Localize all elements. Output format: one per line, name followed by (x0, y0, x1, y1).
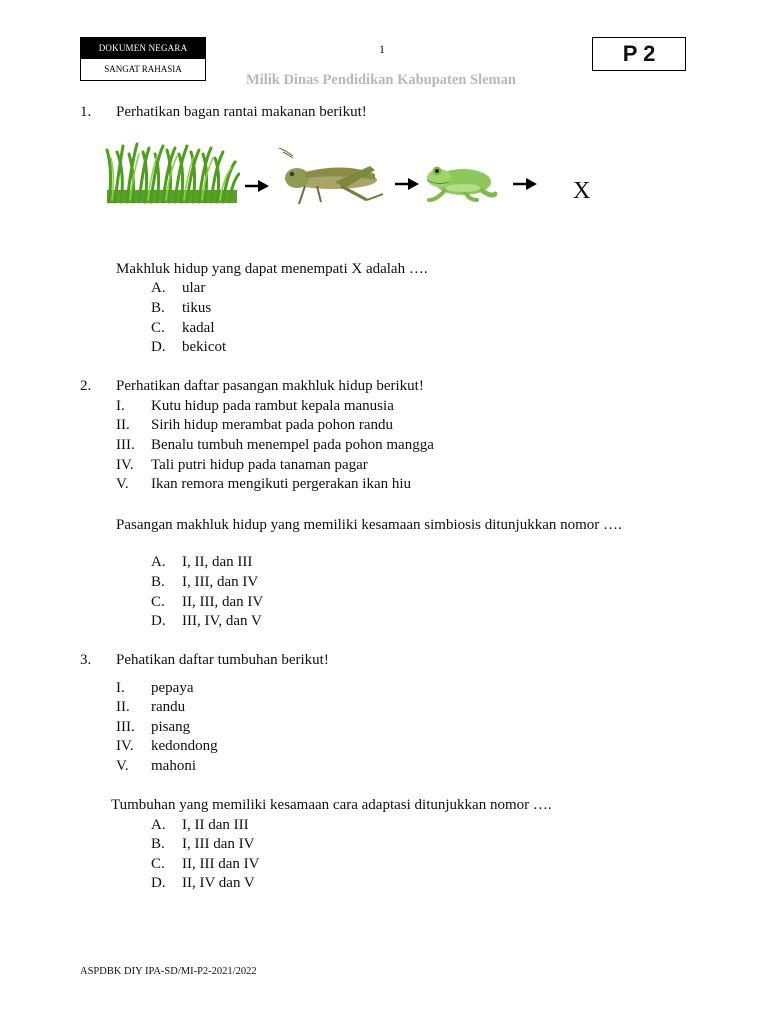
document-classification-box (80, 37, 206, 81)
q2-item-text: Kutu hidup pada rambut kepala manusia (151, 398, 394, 414)
q3-item-roman: IV. (116, 738, 134, 754)
q2-item-text: Benalu tumbuh menempel pada pohon mangga (151, 437, 434, 453)
q1-option-letter: D. (151, 339, 166, 355)
q3-option-letter: D. (151, 875, 166, 891)
grass-image (105, 140, 240, 205)
q2-option-text: I, II, dan III (182, 554, 253, 570)
q3-item-roman: II. (116, 699, 130, 715)
q1-option-text: bekicot (182, 339, 227, 355)
food-chain-diagram (105, 140, 625, 220)
q3-question: Tumbuhan yang memiliki kesamaan cara adaptasi ditunjukkan nomor …. (111, 797, 552, 813)
page-number: 1 (379, 42, 385, 56)
grasshopper-image (275, 148, 390, 210)
q1-option-letter: C. (151, 320, 165, 336)
q3-option-text: II, III dan IV (182, 856, 260, 872)
q3-instruction: Pehatikan daftar tumbuhan berikut! (116, 652, 329, 668)
q2-item-roman: V. (116, 476, 129, 492)
q2-option-letter: A. (151, 554, 166, 570)
q1-question: Makhluk hidup yang dapat menempati X adalah …. (116, 261, 428, 277)
q1-option-letter: B. (151, 300, 165, 316)
q3-item-roman: I. (116, 680, 125, 696)
q3-item-text: pepaya (151, 680, 194, 696)
q3-option-letter: B. (151, 836, 165, 852)
q2-item-roman: IV. (116, 457, 134, 473)
q2-item-text: Ikan remora mengikuti pergerakan ikan hiu (151, 476, 412, 492)
q2-item-text: Tali putri hidup pada tanaman pagar (151, 457, 368, 473)
q3-item-text: mahoni (151, 758, 196, 774)
q3-item-text: pisang (151, 719, 191, 735)
q3-option-letter: C. (151, 856, 165, 872)
q3-item-roman: V. (116, 758, 129, 774)
q2-option-letter: C. (151, 594, 165, 610)
q2-number: 2. (80, 378, 92, 394)
q3-option-text: I, II dan III (182, 817, 249, 833)
q3-option-text: II, IV dan V (182, 875, 255, 891)
q2-item-roman: I. (116, 398, 125, 414)
q1-option-text: tikus (182, 300, 212, 316)
q3-option-text: I, III dan IV (182, 836, 255, 852)
q3-item-roman: III. (116, 719, 135, 735)
doc-label-top: DOKUMEN NEGARA (81, 38, 205, 58)
arrow-icon (245, 180, 269, 192)
q3-item-text: kedondong (151, 738, 218, 754)
q1-number: 1. (80, 104, 92, 120)
q2-option-text: II, III, dan IV (182, 594, 264, 610)
q1-instruction: Perhatikan bagan rantai makanan berikut! (116, 104, 367, 120)
q2-item-roman: III. (116, 437, 135, 453)
q2-question: Pasangan makhluk hidup yang memiliki kesamaan simbiosis ditunjukkan nomor …. (116, 517, 622, 533)
q2-option-letter: D. (151, 613, 166, 629)
q1-option-text: kadal (182, 320, 215, 336)
q2-item-roman: II. (116, 417, 130, 433)
q2-option-text: I, III, dan IV (182, 574, 259, 590)
q1-option-text: ular (182, 280, 206, 296)
q2-item-text: Sirih hidup merambat pada pohon randu (151, 417, 394, 433)
q1-option-letter: A. (151, 280, 166, 296)
arrow-icon (395, 178, 419, 190)
q3-number: 3. (80, 652, 92, 668)
owner-watermark: Milik Dinas Pendidikan Kabupaten Sleman (246, 72, 516, 88)
q2-option-letter: B. (151, 574, 165, 590)
q2-instruction: Perhatikan daftar pasangan makhluk hidup berikut! (116, 378, 424, 394)
footer-code: ASPDBK DIY IPA-SD/MI-P2-2021/2022 (80, 966, 257, 977)
doc-label-bottom: SANGAT RAHASIA (81, 58, 205, 80)
frog-image (423, 158, 498, 203)
food-chain-unknown: X (573, 178, 591, 204)
q2-option-text: III, IV, dan V (182, 613, 262, 629)
paper-code: P 2 (592, 37, 686, 71)
arrow-icon (513, 178, 537, 190)
q3-option-letter: A. (151, 817, 166, 833)
q3-item-text: randu (151, 699, 186, 715)
